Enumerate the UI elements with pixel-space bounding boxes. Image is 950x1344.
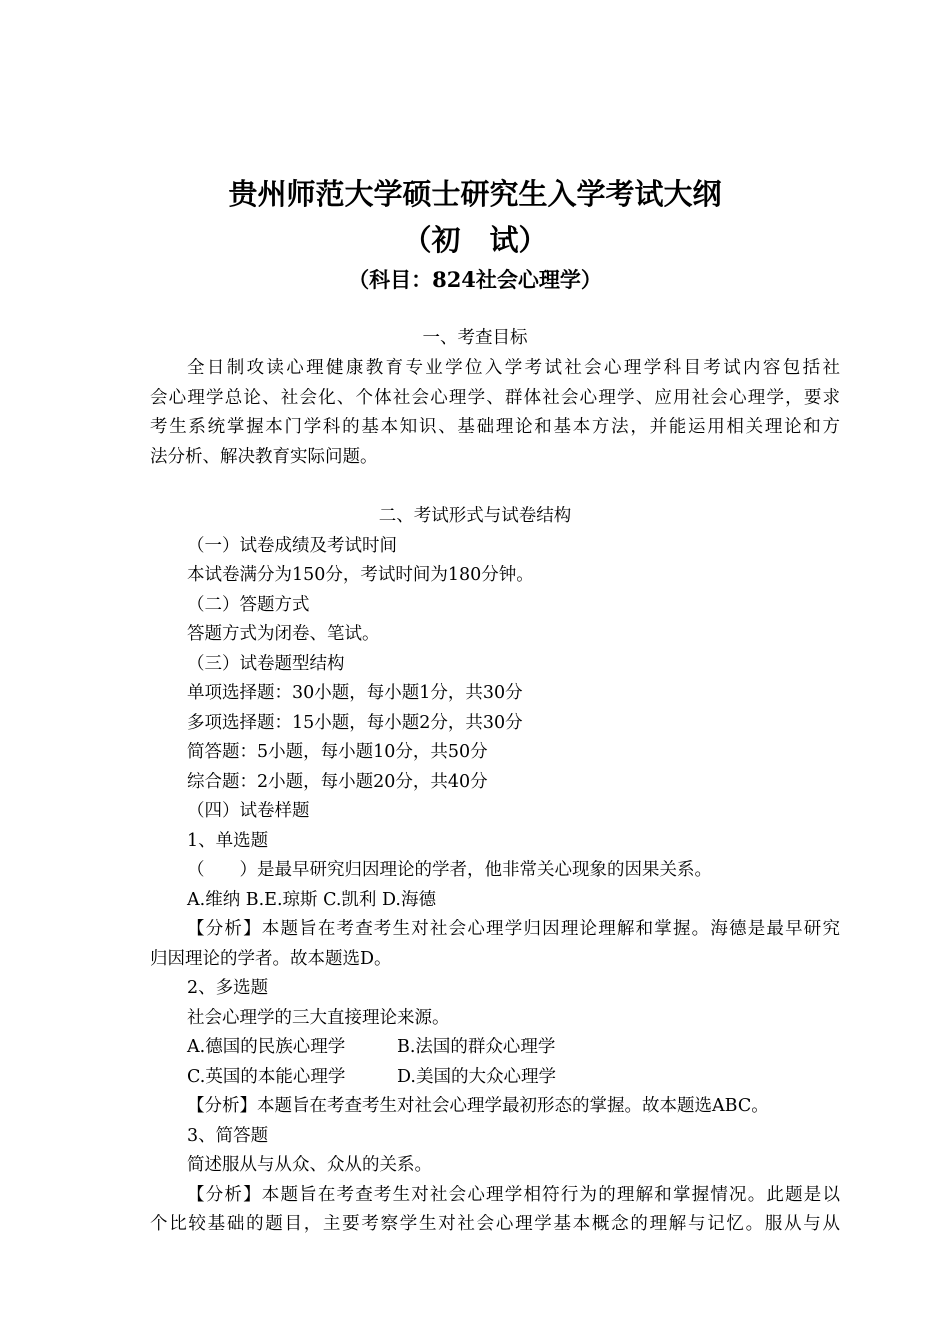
q2-option-c: C.英国的本能心理学 [187, 1067, 346, 1087]
q1-analysis-line: 【分析】本题旨在考查考生对社会心理学归因理论理解和掌握。海德是最早研究 [187, 919, 840, 939]
subject-line: （科目：824社会心理学） [348, 267, 602, 292]
q2-question: 社会心理学的三大直接理论来源。 [187, 1008, 450, 1028]
q3-analysis-line: 【分析】本题旨在考查考生对社会心理学相符行为的理解和掌握情况。此题是以 [187, 1185, 840, 1205]
exam-stage-subtitle: （初 试） [402, 223, 548, 257]
part1-heading: （一）试卷成绩及考试时间 [187, 536, 397, 556]
q3-heading: 3、简答题 [187, 1126, 269, 1146]
q2-option-b: B.法国的群众心理学 [397, 1037, 556, 1057]
question-type-item: 综合题：2小题，每小题20分，共40分 [187, 772, 488, 792]
q1-question: （ ）是最早研究归因理论的学者，他非常关心现象的因果关系。 [187, 860, 712, 880]
q2-option-d: D.美国的大众心理学 [397, 1067, 556, 1087]
q1-options: A.维纳 B.E.琼斯 C.凯利 D.海德 [187, 890, 436, 910]
q2-heading: 2、多选题 [187, 978, 269, 998]
section2-heading: 二、考试形式与试卷结构 [378, 506, 572, 526]
question-type-item: 简答题：5小题，每小题10分，共50分 [187, 742, 488, 762]
q2-analysis: 【分析】本题旨在考查考生对社会心理学最初形态的掌握。故本题选ABC。 [187, 1096, 769, 1116]
document-title: 贵州师范大学硕士研究生入学考试大纲 [228, 177, 722, 211]
part2-heading: （二）答题方式 [187, 595, 310, 615]
section1-heading: 一、考查目标 [422, 328, 528, 348]
q2-options-row [187, 1033, 840, 1063]
q3-question: 简述服从与从众、众从的关系。 [187, 1155, 432, 1175]
part2-text: 答题方式为闭卷、笔试。 [187, 624, 380, 644]
section1-paragraph-line: 考生系统掌握本门学科的基本知识、基础理论和基本方法，并能运用相关理论和方 [150, 417, 840, 437]
section1-paragraph-line: 会心理学总论、社会化、个体社会心理学、群体社会心理学、应用社会心理学，要求 [150, 388, 840, 408]
question-type-item: 多项选择题：15小题，每小题2分，共30分 [187, 713, 523, 733]
section1-paragraph-line: 法分析、解决教育实际问题。 [150, 447, 378, 467]
q1-analysis-line: 归因理论的学者。故本题选D。 [150, 949, 392, 969]
part4-heading: （四）试卷样题 [187, 801, 310, 821]
q3-analysis-line: 个比较基础的题目，主要考察学生对社会心理学基本概念的理解与记忆。服从与从 [150, 1214, 840, 1234]
q2-options-row [187, 1063, 840, 1093]
q2-option-a: A.德国的民族心理学 [187, 1037, 346, 1057]
part3-heading: （三）试卷题型结构 [187, 654, 345, 674]
q1-heading: 1、单选题 [187, 831, 269, 851]
section1-paragraph-line: 全日制攻读心理健康教育专业学位入学考试社会心理学科目考试内容包括社 [187, 358, 840, 378]
part1-text: 本试卷满分为150分，考试时间为180分钟。 [187, 565, 534, 585]
question-type-item: 单项选择题：30小题，每小题1分，共30分 [187, 683, 523, 703]
